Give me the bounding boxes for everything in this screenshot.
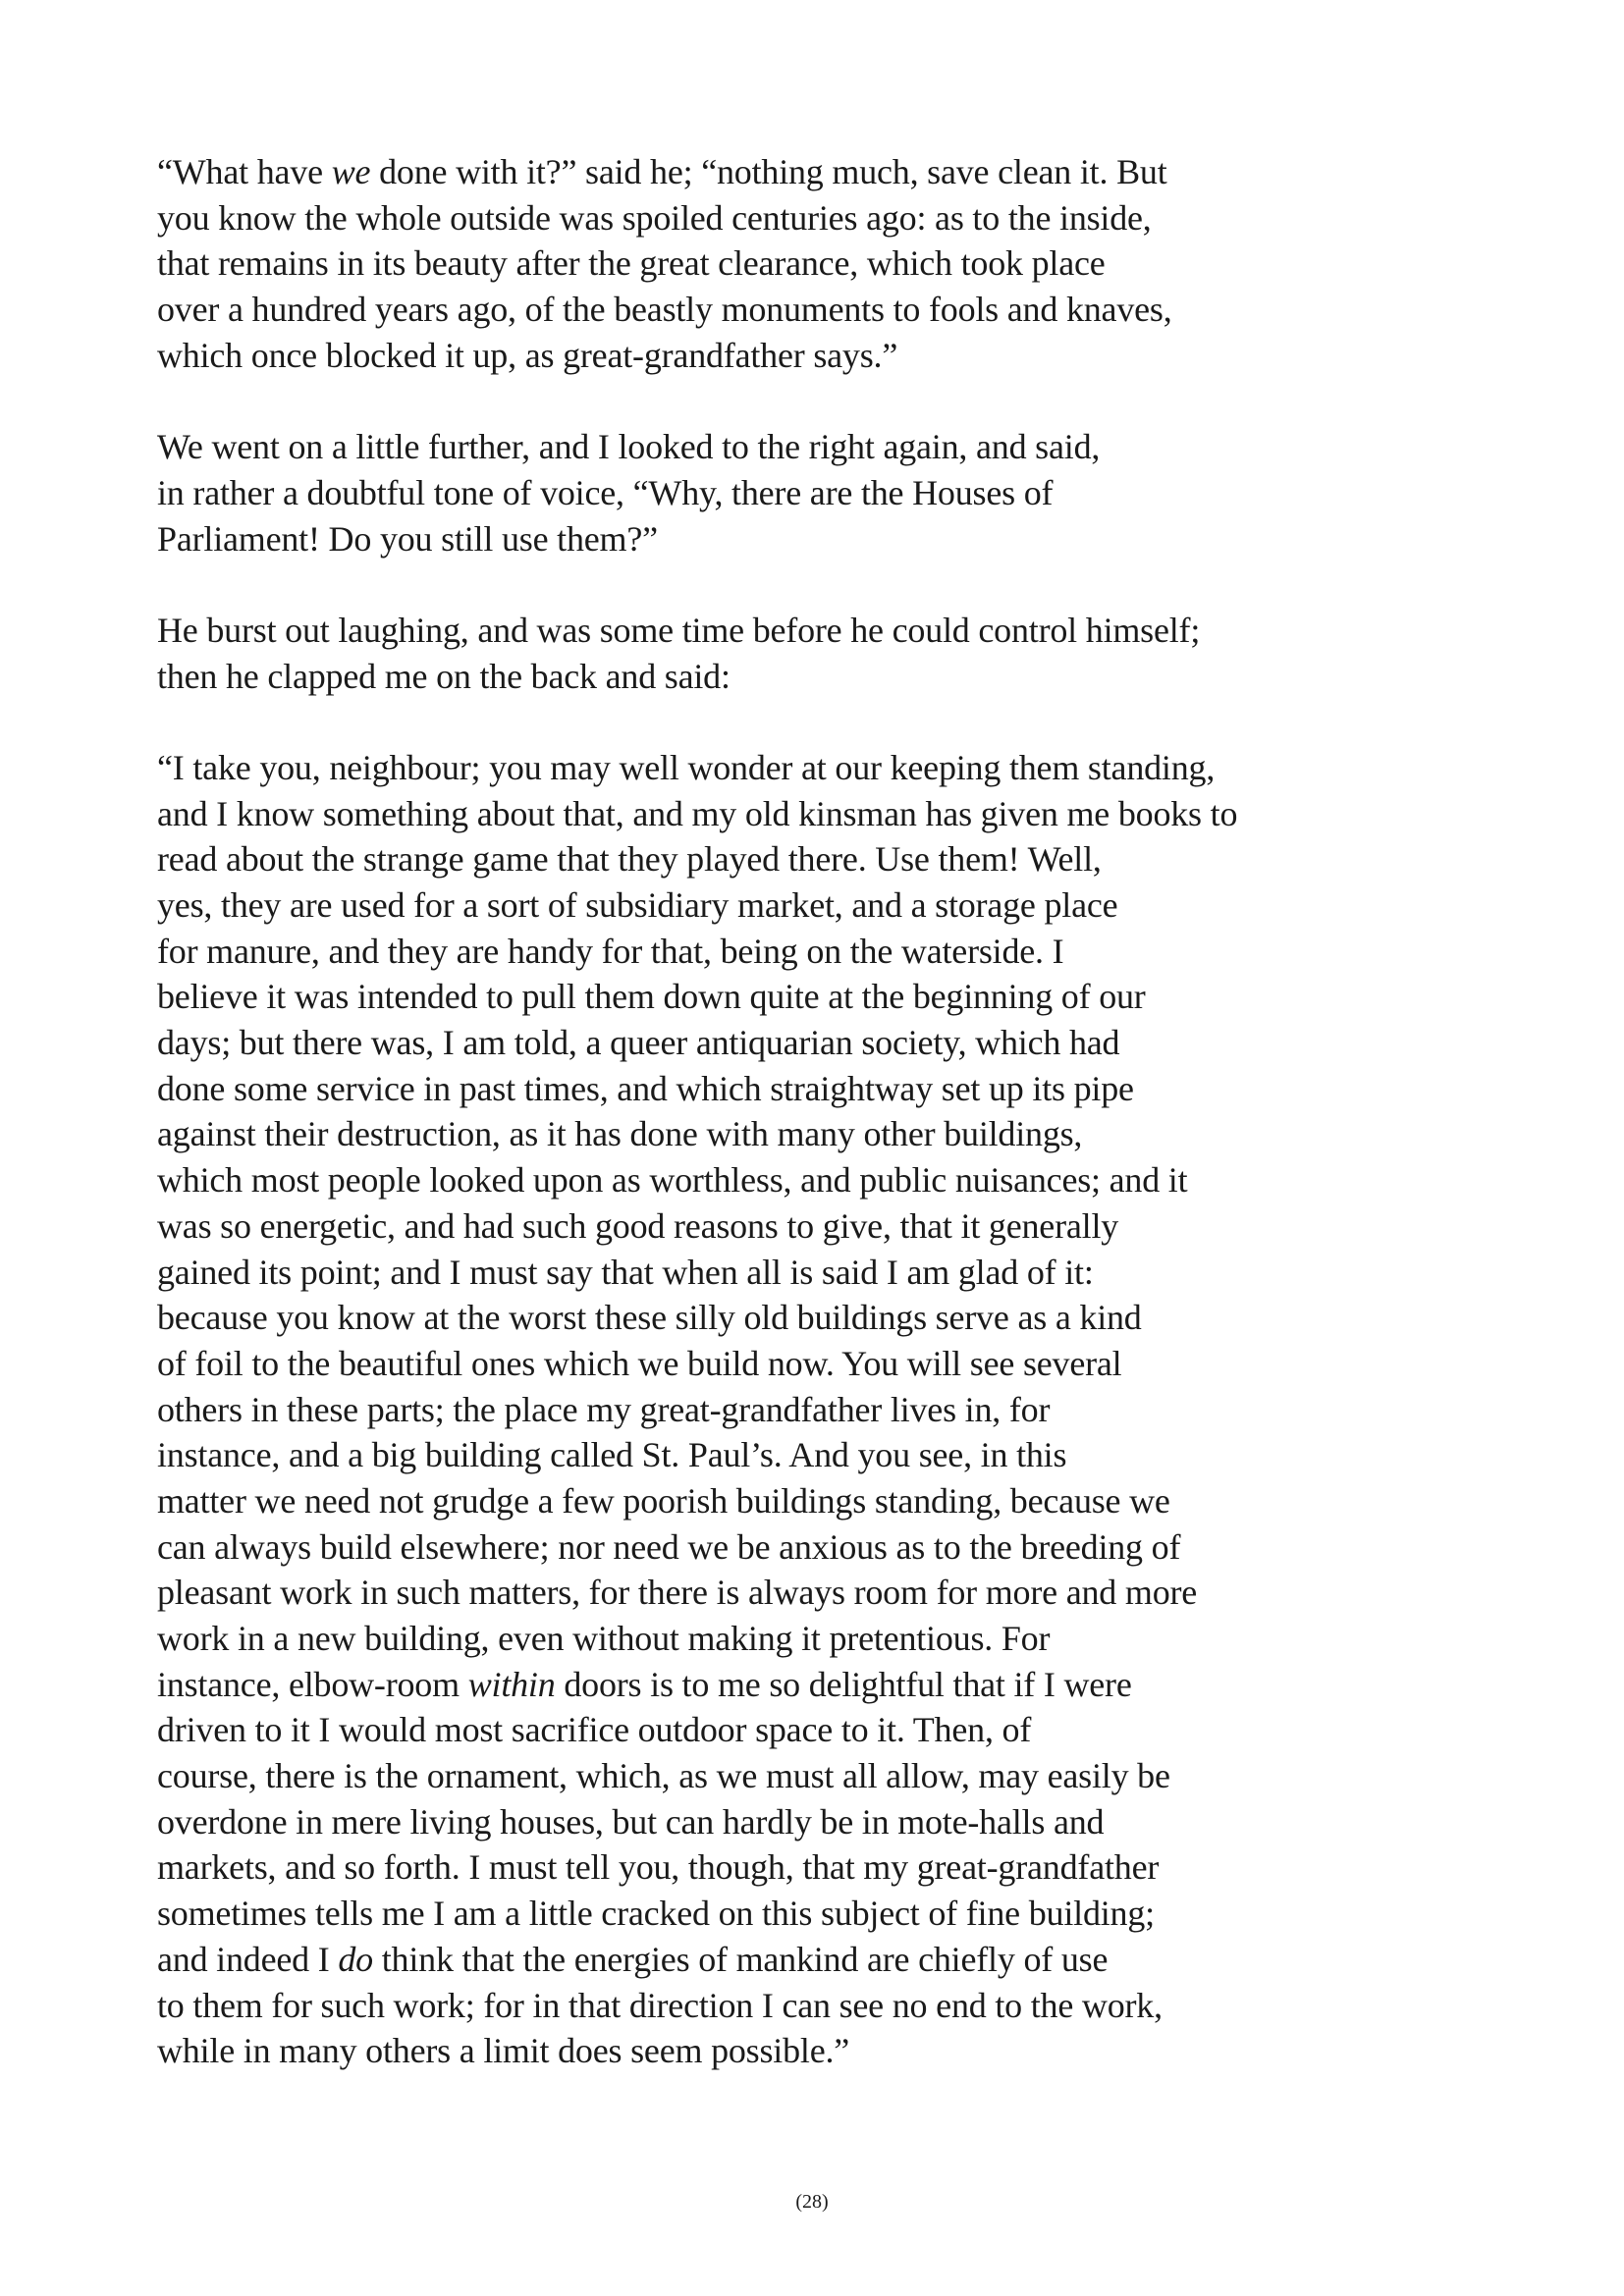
text-segment: He burst out laughing, and was some time before he could control himself; bbox=[157, 610, 1201, 650]
text-line bbox=[157, 1937, 1237, 1983]
text-line bbox=[157, 1891, 1237, 1937]
paragraph bbox=[157, 424, 1237, 561]
text-segment: which most people looked upon as worthless, and public nuisances; and it bbox=[157, 1160, 1188, 1201]
text-segment: because you know at the worst these silly old buildings serve as a kind bbox=[157, 1298, 1142, 1338]
text-segment: instance, and a big building called St. Paul’s. And you see, in this bbox=[157, 1435, 1067, 1475]
text-line bbox=[157, 2028, 1237, 2074]
text-segment: while in many others a limit does seem possible.” bbox=[157, 2031, 850, 2071]
paragraph bbox=[157, 608, 1237, 699]
text-segment: that remains in its beauty after the great clearance, which took place bbox=[157, 243, 1106, 284]
text-line bbox=[157, 1616, 1237, 1662]
text-line bbox=[157, 654, 1237, 700]
text-segment: can always build elsewhere; nor need we be anxious as to the breeding of bbox=[157, 1526, 1181, 1567]
text-segment: believe it was intended to pull them down quite at the beginning of our bbox=[157, 977, 1146, 1017]
text-line bbox=[157, 1111, 1237, 1157]
text-line bbox=[157, 195, 1237, 241]
paragraph bbox=[157, 149, 1237, 378]
text-segment: course, there is the ornament, which, as we must all allow, may easily be bbox=[157, 1756, 1170, 1796]
text-line bbox=[157, 1662, 1237, 1708]
text-segment: against their destruction, as it has done with many other buildings, bbox=[157, 1114, 1083, 1154]
text-line bbox=[157, 1295, 1237, 1341]
text-line bbox=[157, 1799, 1237, 1845]
paragraph-spacer bbox=[157, 378, 1237, 424]
text-line bbox=[157, 745, 1237, 791]
body-text bbox=[157, 149, 1237, 2074]
text-segment: days; but there was, I am told, a queer antiquarian society, which had bbox=[157, 1023, 1120, 1063]
text-line bbox=[157, 287, 1237, 333]
text-line bbox=[157, 882, 1237, 929]
text-segment: gained its point; and I must say that when all is said I am glad of it: bbox=[157, 1252, 1094, 1292]
text-segment: doors is to me so delightful that if I were bbox=[555, 1664, 1132, 1704]
text-segment: “I take you, neighbour; you may well wonder at our keeping them standing, bbox=[157, 747, 1216, 787]
text-line bbox=[157, 974, 1237, 1020]
italic-text: we bbox=[331, 152, 371, 191]
text-line bbox=[157, 516, 1237, 562]
text-line bbox=[157, 1432, 1237, 1478]
text-segment: over a hundred years ago, of the beastly monuments to fools and knaves, bbox=[157, 290, 1172, 330]
text-segment: then he clapped me on the back and said: bbox=[157, 656, 731, 696]
text-line bbox=[157, 149, 1237, 195]
text-line bbox=[157, 1066, 1237, 1112]
text-line bbox=[157, 791, 1237, 837]
text-line bbox=[157, 1157, 1237, 1203]
text-line bbox=[157, 240, 1237, 287]
text-line bbox=[157, 1753, 1237, 1799]
text-segment: overdone in mere living houses, but can hardly be in mote-halls and bbox=[157, 1801, 1105, 1842]
text-line bbox=[157, 333, 1237, 379]
text-segment: instance, elbow-room bbox=[157, 1664, 468, 1704]
text-segment: others in these parts; the place my great-grandfather lives in, for bbox=[157, 1389, 1051, 1429]
text-segment: Parliament! Do you still use them?” bbox=[157, 518, 658, 559]
text-line bbox=[157, 470, 1237, 516]
text-segment: for manure, and they are handy for that, being on the waterside. I bbox=[157, 931, 1064, 971]
text-segment: to them for such work; for in that direction I can see no end to the work, bbox=[157, 1985, 1163, 2025]
text-line bbox=[157, 1387, 1237, 1433]
text-segment: done with it?” said he; “nothing much, save clean it. But bbox=[370, 152, 1167, 191]
text-segment: which once blocked it up, as great-grandfather says.” bbox=[157, 335, 898, 375]
page-number: (28) bbox=[795, 2191, 829, 2213]
text-line bbox=[157, 608, 1237, 654]
text-segment: you know the whole outside was spoiled centuries ago: as to the inside, bbox=[157, 197, 1152, 238]
text-segment: was so energetic, and had such good reasons to give, that it generally bbox=[157, 1205, 1119, 1246]
text-line bbox=[157, 1983, 1237, 2029]
text-segment: matter we need not grudge a few poorish buildings standing, because we bbox=[157, 1480, 1170, 1521]
text-line bbox=[157, 1020, 1237, 1066]
paragraph bbox=[157, 745, 1237, 2074]
text-segment: markets, and so forth. I must tell you, though, that my great-grandfather bbox=[157, 1847, 1160, 1888]
text-segment: think that the energies of mankind are chiefly of use bbox=[372, 1939, 1109, 1979]
text-segment: done some service in past times, and which straightway set up its pipe bbox=[157, 1068, 1134, 1108]
text-segment: yes, they are used for a sort of subsidiary market, and a storage place bbox=[157, 885, 1118, 925]
italic-text: do bbox=[338, 1939, 373, 1979]
text-segment: We went on a little further, and I looked to the right again, and said, bbox=[157, 427, 1101, 467]
text-line bbox=[157, 1341, 1237, 1387]
paragraph-spacer bbox=[157, 561, 1237, 608]
text-line bbox=[157, 1844, 1237, 1891]
italic-text: within bbox=[467, 1664, 556, 1704]
text-segment: and I know something about that, and my old kinsman has given me books to bbox=[157, 793, 1238, 833]
text-segment: pleasant work in such matters, for there is always room for more and more bbox=[157, 1573, 1198, 1613]
paragraph-spacer bbox=[157, 699, 1237, 745]
text-segment: work in a new building, even without making it pretentious. For bbox=[157, 1619, 1051, 1658]
text-segment: “What have bbox=[157, 152, 332, 191]
text-line bbox=[157, 1203, 1237, 1250]
text-line bbox=[157, 929, 1237, 975]
text-segment: of foil to the beautiful ones which we build now. You will see several bbox=[157, 1343, 1122, 1383]
text-line bbox=[157, 1570, 1237, 1616]
text-line bbox=[157, 1250, 1237, 1296]
text-segment: driven to it I would most sacrifice outdoor space to it. Then, of bbox=[157, 1710, 1032, 1750]
text-line bbox=[157, 1707, 1237, 1753]
text-segment: in rather a doubtful tone of voice, “Why, there are the Houses of bbox=[157, 472, 1054, 512]
text-segment: read about the strange game that they played there. Use them! Well, bbox=[157, 839, 1102, 880]
text-line bbox=[157, 1478, 1237, 1524]
text-line bbox=[157, 424, 1237, 470]
text-line bbox=[157, 836, 1237, 882]
text-line bbox=[157, 1524, 1237, 1571]
text-segment: sometimes tells me I am a little cracked on this subject of fine building; bbox=[157, 1894, 1155, 1934]
text-segment: and indeed I bbox=[157, 1939, 339, 1979]
